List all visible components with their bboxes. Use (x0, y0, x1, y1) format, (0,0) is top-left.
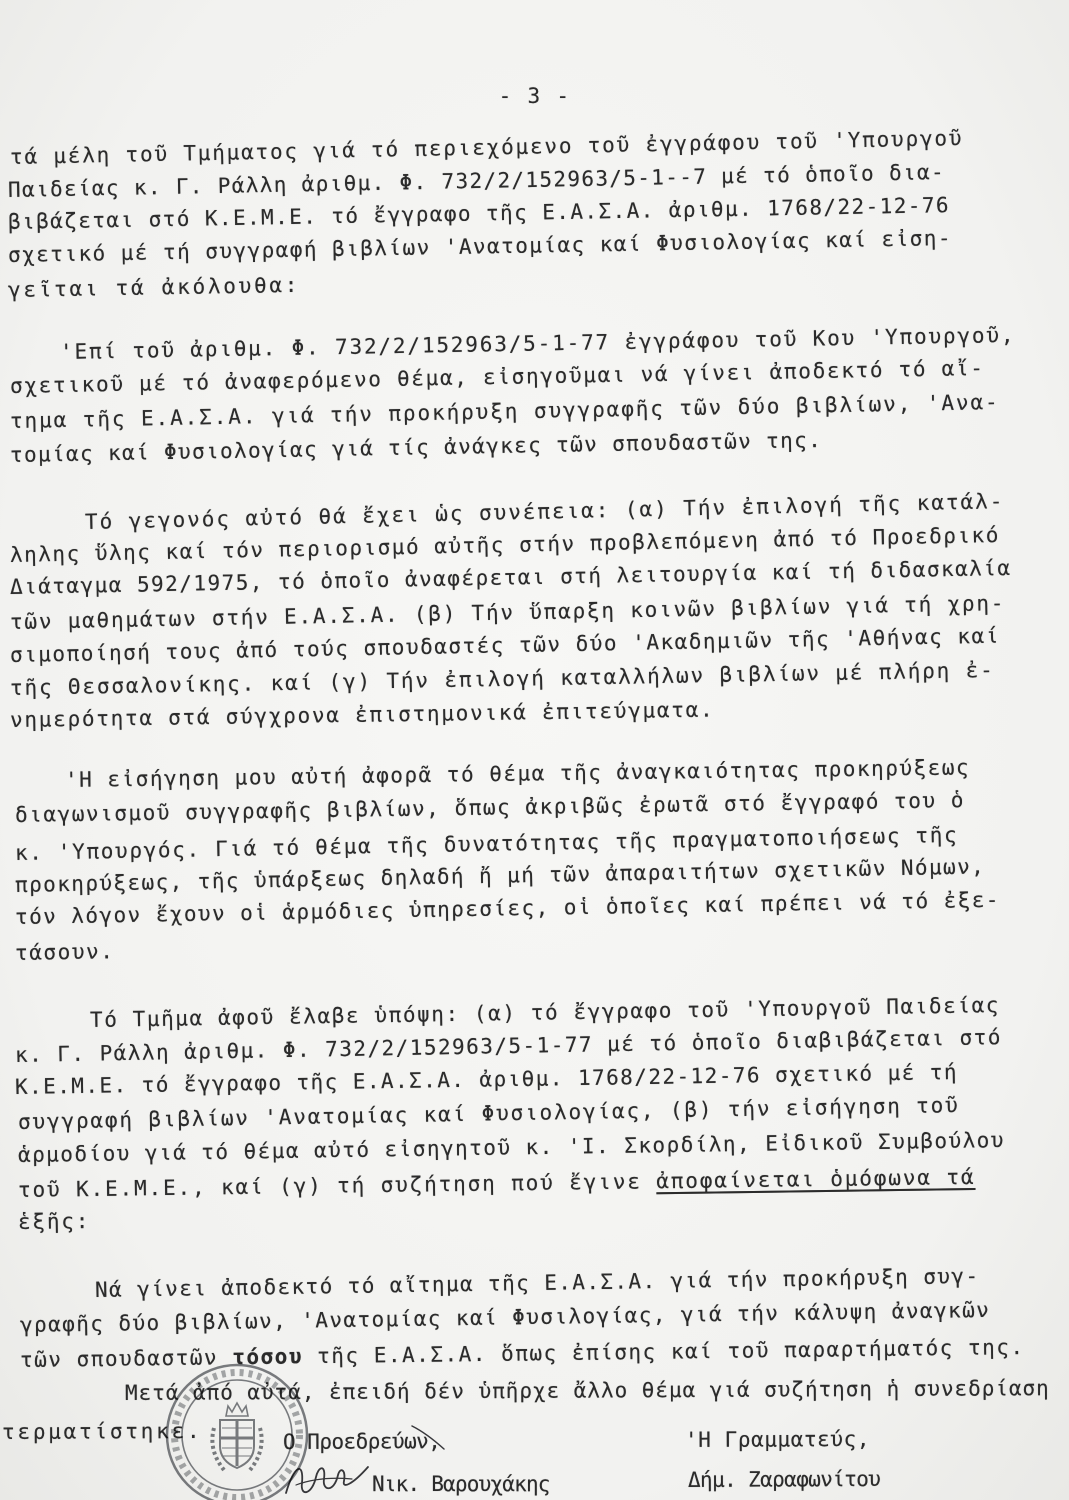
line-text: τάσουν. (14, 939, 115, 965)
chair-title-text: Ο Προεδρεύων, (282, 1429, 441, 1454)
line-text: σιμοποίησή τους ἀπό τούς σπουδαστές τῶν δύο 'Ακαδημιῶν τῆς 'Αθήνας καί (9, 623, 1001, 667)
line-text: τημα τῆς Ε.Α.Σ.Α. γιά τήν προκήρυξη συγγραφῆς τῶν δύο βιβλίων, 'Ανα- (9, 390, 1000, 433)
line-text: κ. 'Υπουργός. Γιά τό θέμα τῆς δυνατότητας τῆς πραγματοποιήσεως τῆς (14, 822, 959, 865)
line-text: γεῖται τά ἀκόλουθα: (7, 272, 301, 302)
chair-name (372, 1471, 550, 1497)
line-text-before: τῶν σπουδαστῶν (19, 1345, 233, 1372)
line-text: γραφῆς δύο βιβλίων, 'Ανατομίας καί Φυσιλογίας, γιά τήν κάλυψη ἀναγκῶν (19, 1297, 991, 1337)
page-number (448, 57, 571, 108)
line-text-after: τῆς Ε.Α.Σ.Α. ὅπως ἐπίσης καί τοῦ παραρτήματός της. (302, 1335, 1025, 1369)
text-line (10, 427, 822, 468)
text-line (8, 272, 300, 303)
secretary-title-text: 'Η Γραμματεύς, (684, 1427, 871, 1452)
line-text: σχετικό μέ τή συγγραφή βιβλίων 'Ανατομίας καί Φυσιολογίας καί εἰση- (7, 226, 953, 267)
bold-word: τόσου (232, 1344, 304, 1370)
line-text: τῆς Θεσσαλονίκης. καί (γ) Τήν ἐπιλογή καταλλήλων βιβλίων μέ πλήρη ἐ- (9, 657, 995, 700)
line-text: ἑξῆς: (17, 1208, 91, 1234)
line-text: προκηρύξεως, τῆς ὑπάρξεως δηλαδή ἤ μή τῶν ἀπαραιτήτων σχετικῶν Νόμων, (14, 854, 986, 897)
text-line (65, 754, 970, 793)
line-text: Μετά ἀπό αὐτά, ἐπειδή δέν ὑπῆρχε ἄλλο θέμα γιά συζήτηση ἡ συνεδρίαση (124, 1376, 1050, 1405)
text-line (15, 938, 115, 966)
line-text: νημερότητα στά σύγχρονα ἐπιστημονικά ἐπιτεύγματα. (9, 697, 715, 732)
line-text: τῶν μαθημάτων στήν Ε.Α.Σ.Α. (β) Τήν ὕπαρξη κοινῶν βιβλίων γιά τή χρη- (9, 591, 1006, 634)
line-text: Νά γίνει ἀποδεκτό τό αἴτημα τῆς Ε.Α.Σ.Α. γιά τήν προκήρυξη συγ- (94, 1263, 980, 1302)
line-text: συγγραφή βιβλίων 'Ανατομίας καί Φυσιολογίας, (β) τήν εἰσήγηση τοῦ (17, 1093, 960, 1134)
line-text: τά μέλη τοῦ Τμήματος γιά τό περιεχόμενο τοῦ ἐγγράφου τοῦ 'Υπουργοῦ (9, 126, 964, 169)
text-line (18, 1164, 975, 1203)
line-text: ἁρμοδίου γιά τό θέμα αὐτό εἰσηγητοῦ κ. 'Ι. Σκορδίλη, Εἰδικοῦ Συμβούλου (17, 1128, 1006, 1167)
text-line (95, 1263, 980, 1303)
line-text: 'Επί τοῦ ἀριθμ. Φ. 732/2/152963/5-1-77 ἐγγράφου τοῦ Κου 'Υπουργοῦ, (59, 322, 1016, 364)
line-text: σχετικοῦ μέ τό ἀναφερόμενο θέμα, εἰσηγοῦμαι νά γίνει ἀποδεκτό τό αἴ- (9, 355, 985, 398)
line-text: Τό γεγονός αὐτό θά ἔχει ὡς συνέπεια: (α) Τήν ἐπιλογή τῆς κατάλ- (84, 489, 1005, 534)
line-text: διαγωνισμοῦ συγγραφῆς βιβλίων, ὅπως ἀκριβῶς ἐρωτᾶ στό ἔγγραφό του ὁ (14, 788, 966, 827)
line-text: Τό Τμῆμα ἀφοῦ ἔλαβε ὑπόψη: (α) τό ἔγγραφο τοῦ 'Υπουργοῦ Παιδείας (89, 993, 1001, 1032)
text-line (18, 1127, 1005, 1168)
line-text: τομίας καί Φυσιολογίας γιά τίς ἀνάγκες τῶν σπουδαστῶν της. (9, 427, 823, 467)
text-line (10, 697, 715, 733)
text-line (18, 1092, 960, 1135)
line-text: Διάταγμα 592/1975, τό ὁποῖο ἀναφέρεται στή λειτουργία καί τή διδασκαλία (9, 555, 1012, 599)
pen-flourish-icon (408, 1422, 448, 1452)
line-text: κ. Γ. Ράλλη ἀριθμ. Φ. 732/2/152963/5-1-77 μέ τό ὁποῖο διαβιβάζεται στό (14, 1025, 1003, 1067)
line-text: τερματίστηκε. (1, 1418, 203, 1444)
page-number-text: - 3 - (498, 84, 571, 108)
line-text: 'Η εἰσήγηση μου αὐτή ἀφορᾶ τό θέμα τῆς ἀναγκαιότητας προκηρύξεως (64, 755, 971, 792)
text-line (18, 1208, 90, 1235)
line-text: βιβάζεται στό Κ.Ε.Μ.Ε. τό ἔγγραφο τῆς Ε.Α.Σ.Α. ἀριθμ. 1768/22-12-76 (7, 193, 951, 234)
line-text: Παιδείας κ. Γ. Ράλλη ἀριθμ. Φ. 732/2/152963/5-1--7 μέ τό ὁποῖο δια- (7, 160, 946, 202)
handwritten-signature-icon (282, 1455, 372, 1500)
secretary-name-text: Δήμ. Ζαραφωνίτου (687, 1466, 881, 1492)
line-text: τόν λόγον ἔχουν οἱ ἁρμόδιες ὑπηρεσίες, οἱ ὁποῖες καί πρέπει νά τό ἐξε- (14, 887, 1001, 929)
secretary-name (688, 1466, 880, 1493)
line-text: ληλης ὕλης καί τόν περιορισμό αὐτῆς στήν προβλεπόμενη ἀπό τό Προεδρικό (9, 522, 1001, 567)
text-line (20, 1297, 990, 1338)
line-text-plain: τοῦ Κ.Ε.Μ.Ε., καί (γ) τή συζήτηση πού ἔγινε (17, 1169, 657, 1202)
underlined-decision-text: ἀποφαίνεται ὁμόφωνα τά (656, 1164, 976, 1194)
secretary-title (685, 1426, 870, 1453)
line-text (18, 1164, 976, 1203)
text-line (15, 787, 965, 828)
line-text: Κ.Ε.Μ.Ε. τό ἔγγραφο τῆς Ε.Α.Σ.Α. ἀριθμ. 1768/22-12-76 σχετικό μέ τή (14, 1060, 959, 1099)
chair-name-text: Νικ. Βαρουχάκης (372, 1472, 550, 1496)
